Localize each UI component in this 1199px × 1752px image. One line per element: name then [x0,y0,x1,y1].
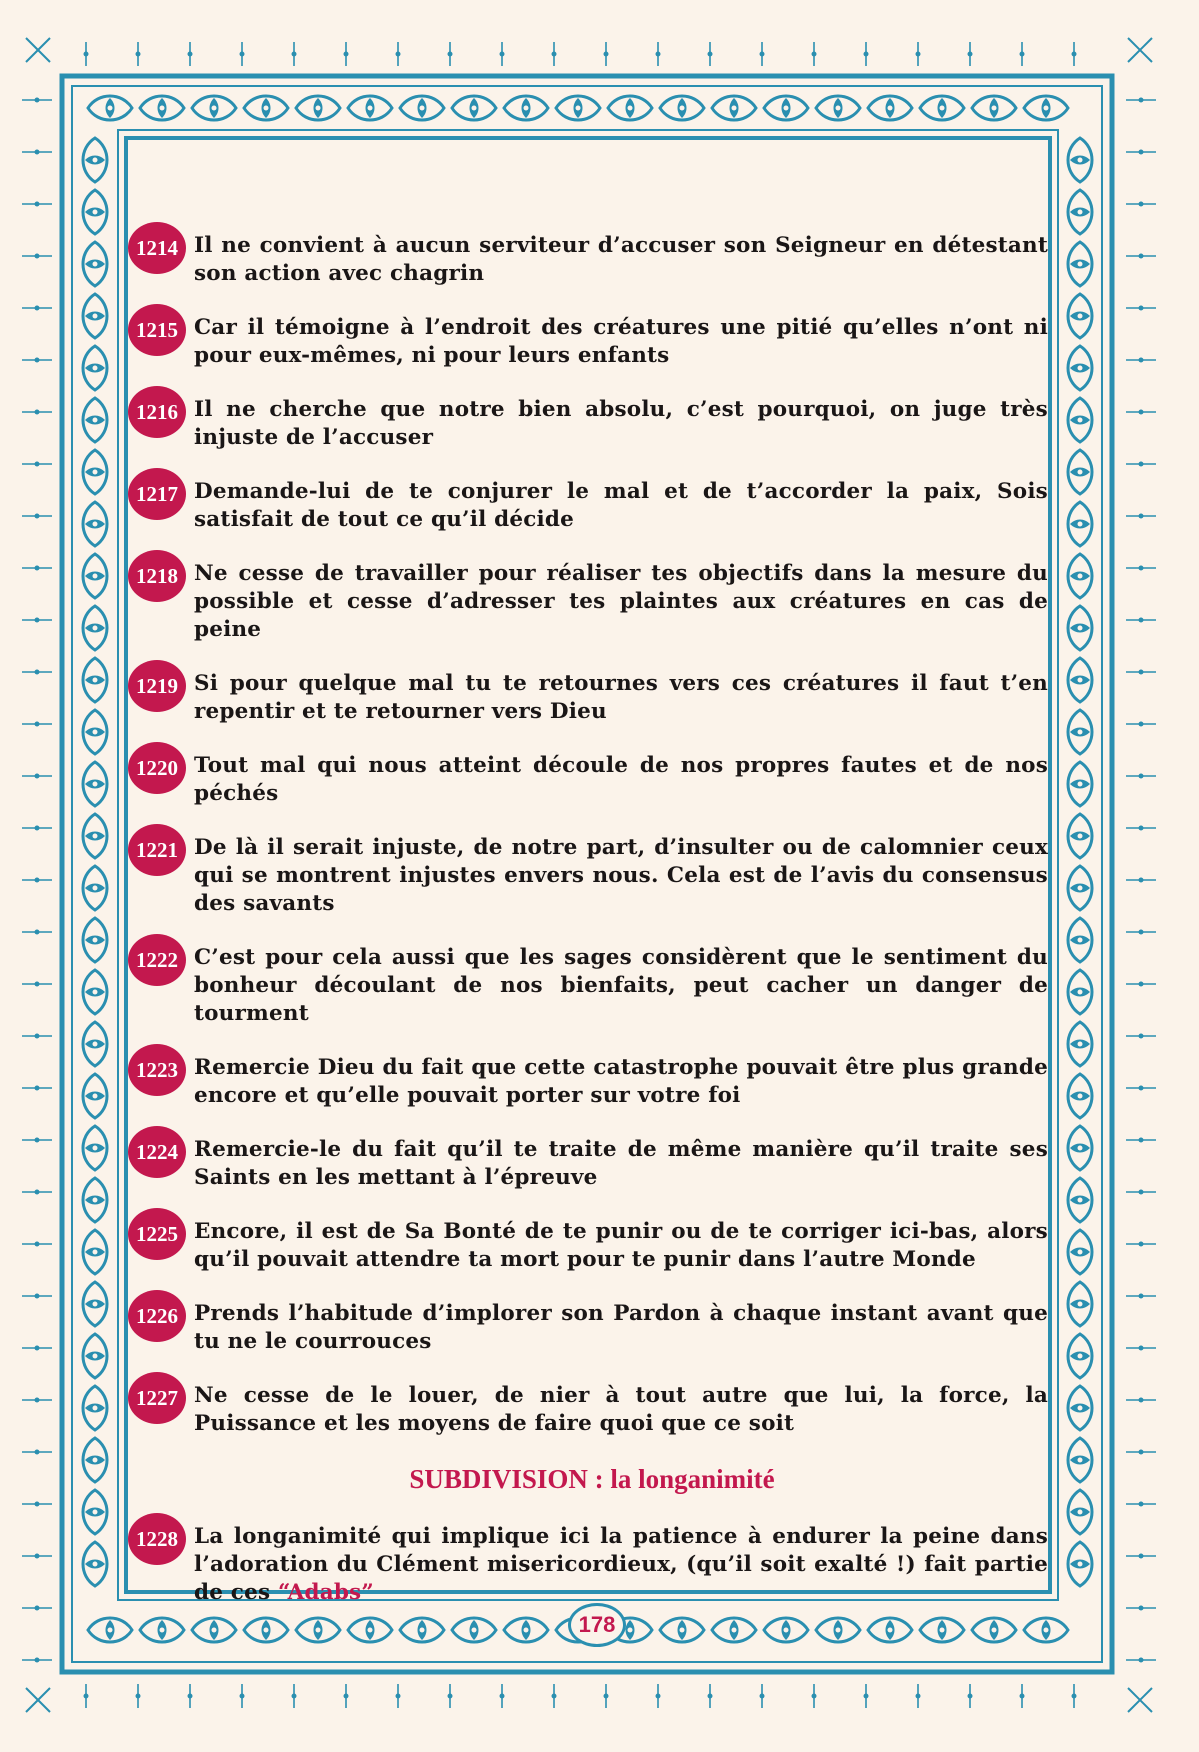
verse-text: Il ne convient à aucun serviteur d’accuser son Seigneur en détestant son action avec chagrin [194,233,1048,286]
verse-item [136,396,1048,452]
border-tick-dot [552,1694,557,1699]
border-ornament [972,96,1016,120]
border-tick-dot [1139,1242,1144,1247]
border-ornament [83,1438,107,1482]
border-tick-dot [1139,1138,1144,1143]
page-number: 178 [568,1603,626,1647]
border-tick-dot [1139,1554,1144,1559]
border-tick-dot [656,1694,661,1699]
border-tick-dot [1139,306,1144,311]
verse-number-badge: 1228 [128,1513,186,1565]
verse-text: Remercie Dieu du fait que cette catastrophe pouvait être plus grande encore et qu’elle pouvait porter sur votre foi [194,1055,1048,1108]
border-tick-dot [35,1502,40,1507]
verse-item [136,1382,1048,1438]
border-ornament [83,450,107,494]
border-tick-dot [1072,1694,1077,1699]
border-ornament [1068,1022,1092,1066]
border-tick-dot [188,1694,193,1699]
border-ornament [1068,450,1092,494]
border-ornament [1068,710,1092,754]
verse-text: Encore, il est de Sa Bonté de te punir ou de te corriger ici-bas, alors qu’il pouvait attendre ta mort pour te punir dans l’autre Monde [194,1219,1048,1272]
border-ornament [83,1490,107,1534]
border-ornament [868,96,912,120]
verse-number-badge: 1225 [128,1208,186,1260]
border-tick-dot [1139,358,1144,363]
border-tick-dot [1139,1034,1144,1039]
border-ornament [1068,918,1092,962]
page-content [136,232,1048,1633]
border-ornament [83,1230,107,1274]
border-ornament [83,866,107,910]
border-tick-dot [968,1694,973,1699]
border-ornament [140,96,184,120]
border-tick-dot [35,1034,40,1039]
section-heading: SUBDIVISION : la longanimité [409,1464,775,1494]
border-tick-dot [1139,982,1144,987]
border-tick-dot [1139,566,1144,571]
border-tick-dot [968,52,973,57]
border-ornament [296,96,340,120]
border-tick-dot [396,1694,401,1699]
verse-text: Ne cesse de travailler pour réaliser tes objectifs dans la mesure du possible et cesse d’adresser tes plaintes aux créatures en cas de peine [194,561,1048,642]
verse-number-badge: 1218 [128,550,186,602]
border-tick-dot [35,254,40,259]
border-tick-dot [1139,514,1144,519]
border-tick-dot [1139,722,1144,727]
border-ornament [1068,1074,1092,1118]
border-ornament [1068,606,1092,650]
verse-number-badge: 1223 [128,1044,186,1096]
verse-item [136,232,1048,288]
border-tick-dot [35,1398,40,1403]
verse-item [136,1300,1048,1356]
verse-item [136,1136,1048,1192]
border-ornament [660,96,704,120]
border-tick-dot [552,52,557,57]
border-tick-dot [1139,1606,1144,1611]
border-tick-dot [35,826,40,831]
verse-list [136,232,1048,1438]
border-tick-dot [35,1658,40,1663]
verse-text: Il ne cherche que notre bien absolu, c’est pourquoi, on juge très injuste de l’accuser [194,397,1048,450]
border-tick-dot [35,1294,40,1299]
border-tick-dot [35,358,40,363]
border-tick-dot [35,722,40,727]
border-tick-dot [1139,254,1144,259]
border-tick-dot [604,1694,609,1699]
border-tick-dot [1139,1190,1144,1195]
border-tick-dot [1139,826,1144,831]
border-ornament [83,1282,107,1326]
border-ornament [1068,970,1092,1014]
border-tick-dot [35,1450,40,1455]
verse-number-badge: 1217 [128,468,186,520]
border-tick-dot [84,1694,89,1699]
border-ornament [1068,554,1092,598]
border-tick-dot [344,1694,349,1699]
verse-text: Remercie-le du fait qu’il te traite de même manière qu’il traite ses Saints en les mettant à l’épreuve [194,1137,1048,1190]
border-tick-dot [35,98,40,103]
verse-item [136,752,1048,808]
border-tick-dot [136,52,141,57]
border-tick-dot [188,52,193,57]
border-ornament [1068,398,1092,442]
verse-text [194,1523,1048,1607]
border-tick-dot [35,1190,40,1195]
border-ornament [83,658,107,702]
border-tick-dot [1139,670,1144,675]
border-ornament [1068,1178,1092,1222]
border-tick-dot [1139,1658,1144,1663]
border-tick-dot [84,52,89,57]
border-tick-dot [760,52,765,57]
verse-text-body: La longanimité qui implique ici la patience à endurer la peine dans l’adoration du Clément misericordieux, (qu’il soit exalté !) fait partie de ces [194,1524,1048,1605]
border-ornament [83,1126,107,1170]
border-ornament [452,96,496,120]
verse-number-badge: 1221 [128,824,186,876]
verse-text: De là il serait injuste, de notre part, d’insulter ou de calomnier ceux qui se montrent injustes envers nous. Cela est de l’avis du consensus des savants [194,835,1048,916]
border-ornament [83,1542,107,1586]
border-ornament [1068,346,1092,390]
border-tick-dot [604,52,609,57]
border-tick-dot [35,1554,40,1559]
border-tick-dot [448,52,453,57]
border-tick-dot [916,1694,921,1699]
verse-text: Tout mal qui nous atteint découle de nos propres fautes et de nos péchés [194,753,1048,806]
border-tick-dot [1139,774,1144,779]
border-tick-dot [35,514,40,519]
border-tick-dot [292,52,297,57]
verse-number-badge: 1220 [128,742,186,794]
border-tick-dot [1139,150,1144,155]
verse-item [136,314,1048,370]
border-ornament [83,1178,107,1222]
border-ornament [1068,1542,1092,1586]
verse-item [136,1218,1048,1274]
verse-number-badge: 1224 [128,1126,186,1178]
border-ornament [83,970,107,1014]
border-tick-dot [35,410,40,415]
border-tick-dot [500,52,505,57]
border-ornament [556,96,600,120]
border-ornament [83,710,107,754]
border-tick-dot [1139,618,1144,623]
border-ornament [83,606,107,650]
border-tick-dot [35,462,40,467]
border-tick-dot [1139,98,1144,103]
border-tick-dot [1139,1346,1144,1351]
border-tick-dot [35,1086,40,1091]
border-ornament [1068,866,1092,910]
border-ornament [83,190,107,234]
border-tick-dot [1072,52,1077,57]
border-ornament [83,294,107,338]
border-tick-dot [240,1694,245,1699]
verse-text: Prends l’habitude d’implorer son Pardon à chaque instant avant que tu ne le courrouces [194,1301,1048,1354]
border-ornament [1068,190,1092,234]
verse-number-badge: 1226 [128,1290,186,1342]
border-tick-dot [240,52,245,57]
border-tick-dot [35,670,40,675]
border-ornament [816,96,860,120]
border-ornament [83,398,107,442]
border-ornament [348,96,392,120]
border-tick-dot [1139,1450,1144,1455]
border-tick-dot [292,1694,297,1699]
border-ornament [1068,1126,1092,1170]
border-tick-dot [864,52,869,57]
verse-item [136,478,1048,534]
border-tick-dot [35,1242,40,1247]
border-ornament [83,1386,107,1430]
border-ornament [83,1074,107,1118]
verse-number-badge: 1214 [128,222,186,274]
border-tick-dot [760,1694,765,1699]
border-tick-dot [448,1694,453,1699]
border-tick-dot [35,982,40,987]
border-tick-dot [864,1694,869,1699]
verse-text: Ne cesse de le louer, de nier à tout autre que lui, la force, la Puissance et les moyens de faire quoi que ce soit [194,1383,1048,1436]
border-ornament [1068,1334,1092,1378]
border-tick-dot [1020,52,1025,57]
verse-text: Car il témoigne à l’endroit des créatures une pitié qu’elles n’ont ni pour eux-mêmes, ni pour leurs enfants [194,315,1048,368]
verse-number-badge: 1222 [128,934,186,986]
border-tick-dot [1139,1398,1144,1403]
verse-item [136,834,1048,918]
verse-item [136,670,1048,726]
border-ornament [608,96,652,120]
border-tick-dot [1139,202,1144,207]
verse-number-badge: 1227 [128,1372,186,1424]
border-ornament [504,96,548,120]
border-ornament [1068,1282,1092,1326]
border-tick-dot [1139,410,1144,415]
verse-text: Si pour quelque mal tu te retournes vers ces créatures il faut t’en repentir et te retourner vers Dieu [194,671,1048,724]
verse-item [136,944,1048,1028]
border-tick-dot [136,1694,141,1699]
border-ornament [83,138,107,182]
border-tick-dot [35,150,40,155]
border-ornament [1068,502,1092,546]
border-tick-dot [1139,930,1144,935]
verse-highlight: “Adabs” [277,1580,374,1605]
border-tick-dot [35,1138,40,1143]
border-ornament [1024,96,1068,120]
border-tick-dot [344,52,349,57]
border-ornament [83,918,107,962]
border-tick-dot [35,1606,40,1611]
border-tick-dot [656,52,661,57]
border-tick-dot [35,878,40,883]
border-ornament [1068,762,1092,806]
border-ornament [83,242,107,286]
verse-number-badge: 1215 [128,304,186,356]
verse-item [136,1523,1048,1607]
border-tick-dot [708,52,713,57]
border-tick-dot [1020,1694,1025,1699]
border-tick-dot [500,1694,505,1699]
border-ornament [764,96,808,120]
border-tick-dot [35,1346,40,1351]
border-tick-dot [35,202,40,207]
border-ornament [192,96,236,120]
border-tick-dot [916,52,921,57]
border-tick-dot [35,774,40,779]
border-tick-dot [35,306,40,311]
border-ornament [1068,1438,1092,1482]
border-ornament [712,96,756,120]
border-ornament [83,346,107,390]
verse-number-badge: 1219 [128,660,186,712]
border-ornament [88,1618,132,1642]
border-ornament [1068,1230,1092,1274]
border-tick-dot [1139,462,1144,467]
border-ornament [83,1022,107,1066]
border-ornament [83,554,107,598]
border-tick-dot [35,930,40,935]
border-ornament [400,96,444,120]
border-ornament [1068,1386,1092,1430]
border-tick-dot [35,618,40,623]
border-tick-dot [1139,1502,1144,1507]
border-tick-dot [1139,1294,1144,1299]
border-ornament [244,96,288,120]
border-ornament [920,96,964,120]
border-tick-dot [708,1694,713,1699]
verse-number-badge: 1216 [128,386,186,438]
verse-text: Demande-lui de te conjurer le mal et de t’accorder la paix, Sois satisfait de tout ce qu’il décide [194,479,1048,532]
border-ornament [83,502,107,546]
verse-item [136,1054,1048,1110]
border-tick-dot [396,52,401,57]
border-ornament [88,96,132,120]
border-ornament [83,762,107,806]
border-ornament [1068,658,1092,702]
border-ornament [1068,294,1092,338]
border-ornament [1068,138,1092,182]
border-tick-dot [812,52,817,57]
border-tick-dot [1139,878,1144,883]
border-tick-dot [812,1694,817,1699]
border-ornament [1068,814,1092,858]
border-tick-dot [35,566,40,571]
border-ornament [1068,1490,1092,1534]
border-ornament [83,814,107,858]
border-ornament [83,1334,107,1378]
verse-text: C’est pour cela aussi que les sages considèrent que le sentiment du bonheur découlant de nos bienfaits, peut cacher un danger de tourment [194,945,1048,1026]
verse-item [136,560,1048,644]
border-tick-dot [1139,1086,1144,1091]
border-ornament [1068,242,1092,286]
